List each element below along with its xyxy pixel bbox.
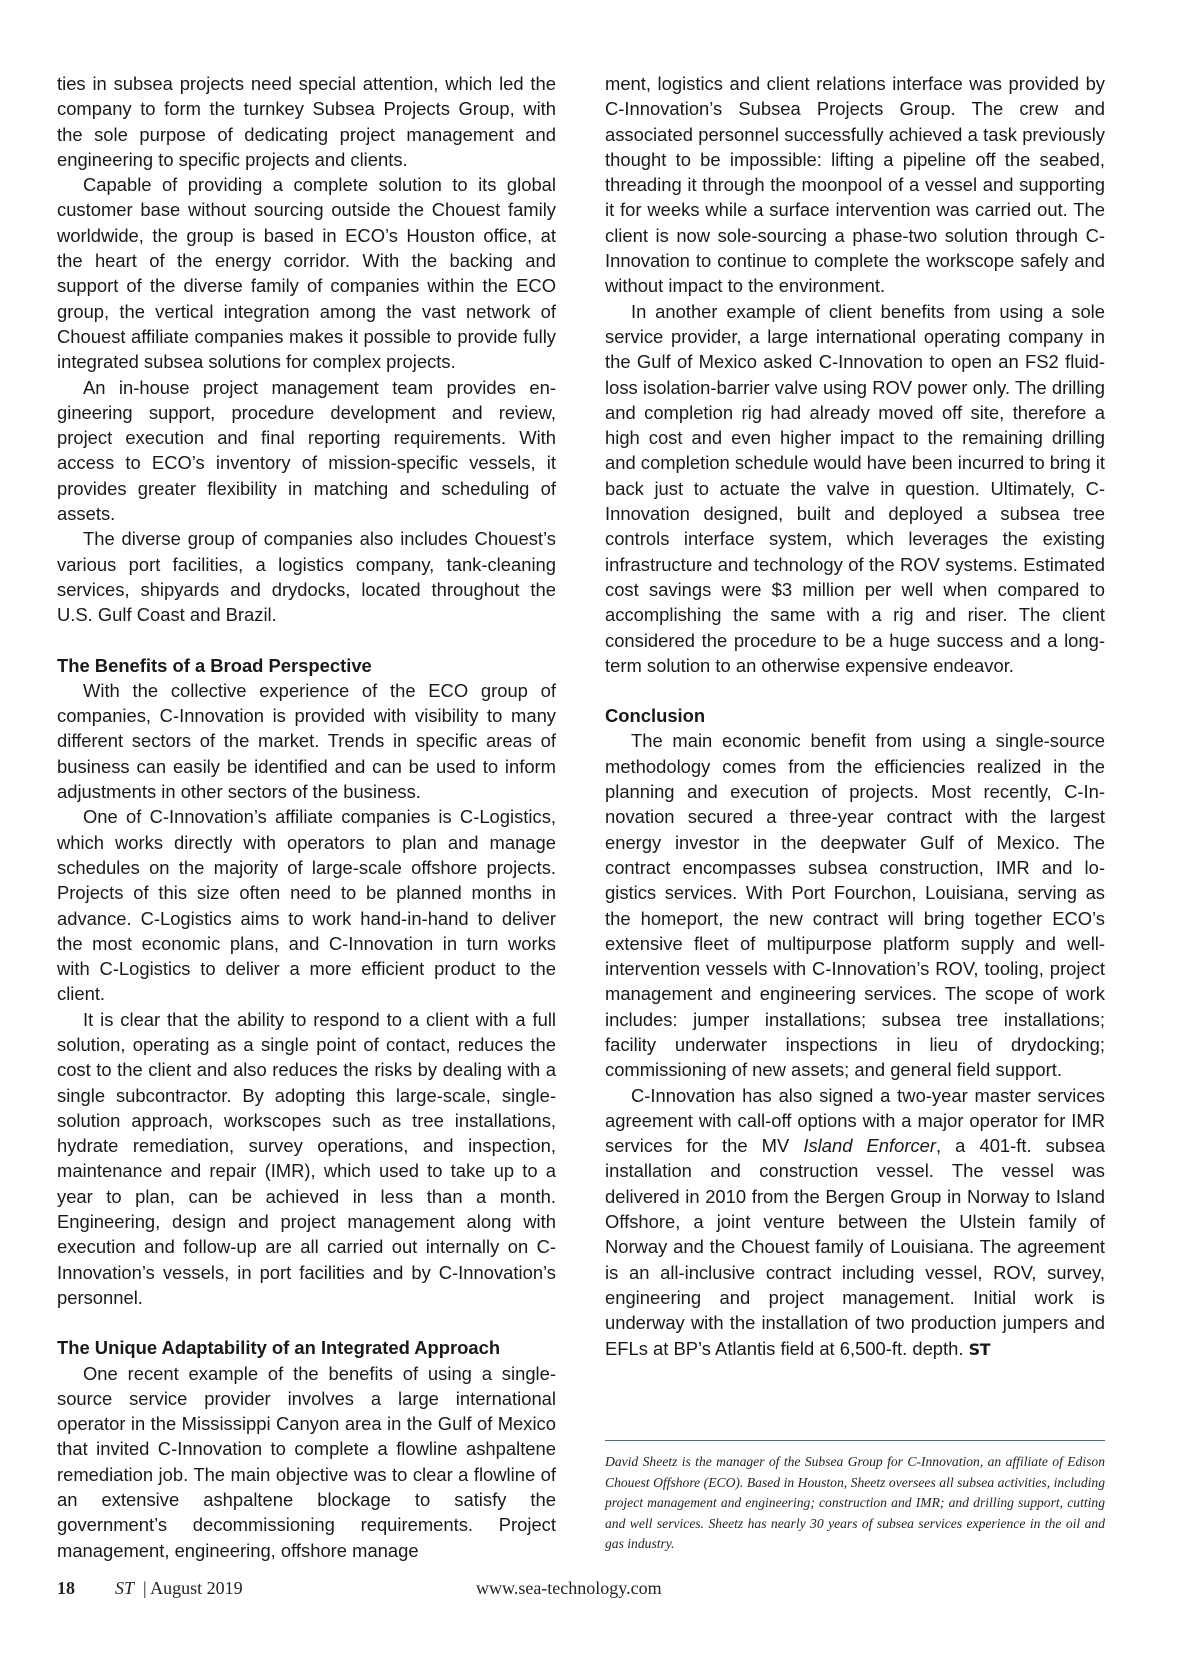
paragraph: In another example of client benefits from using a sole service provider, a large international operating company in the Gulf of Mexico asked C-Innovation to open an FS2 fluid-loss isolation-barrier valve using ROV power only. The drilling and completion rig had already moved off site, therefore a high cost and even higher impact to the remaining drilling and completion schedule would have been incurred to bring it back just to actuate the valve in question. Ultimately, C-Innovation designed, built and deployed a subsea tree controls interface system, which leverages the existing infrastructure and technology of the ROV systems. Estimated cost savings were $3 million per well when compared to accomplishing the same with a rig and riser. The client considered the procedure to be a huge success and a long-term solution to an otherwise expensive endeavor.	[605, 300, 1105, 676]
paragraph: One of C-Innovation’s affiliate companies is C-Logistics, which works directly with operators to plan and manage schedules on the majority of large-scale offshore projects. Projects of this size often need to be planned months in advance. C-Logistics aims to work hand-in-hand to deliver the most economic plans, and C-Innovation in turn works with C-Logistics to deliver a more efficient product to the client.	[57, 806, 556, 1005]
vessel-name: Island Enforcer	[803, 1135, 936, 1157]
issue-date: | August 2019	[143, 1578, 243, 1598]
paragraph-text: , a 401-ft. subsea installation and construction vessel. The vessel was delivered in 2010 from the Bergen Group in Norway to Island Offshore, a joint venture between the Ulstein family of Norway and the Chouest family of Louisiana. The agreement is an all-inclusive contract including vessel, ROV, survey, engineering and project management. Initial work is underway with the installation of two production jumpers and EFLs at BP’s Atlantis field at 6,500-ft. depth.	[605, 1135, 1105, 1359]
left-column	[57, 71, 556, 1563]
paragraph: ment, logistics and client relations interface was provided by C-Innovation’s Subsea Projects Group. The crew and associated personnel successfully achieved a task previously thought to be impossible: lifting a pipeline off the seabed, threading it through the moonpool of a vessel and supporting it for weeks while a surface intervention was carried out. The client is now sole-sourcing a phase-two solution through C-Innovation to continue to complete the workscope safely and without impact to the environment.	[605, 73, 1105, 297]
paragraph: An in-house project management team provides engineering support, procedure development and review, project execution and final reporting requirements. With access to ECO’s inventory of mission-specific vessels, it provides greater flexibility in matching and scheduling of assets.	[57, 376, 556, 525]
paragraph: ties in subsea projects need special attention, which led the company to form the turnkey Subsea Projects Group, with the sole purpose of dedicating project management and engineering to specific projects and clients.	[57, 73, 556, 170]
paragraph: Capable of providing a complete solution to its global customer base without sourcing outside the Chouest family worldwide, the group is based in ECO’s Houston office, at the heart of the energy corridor. With the backing and support of the diverse family of companies within the ECO group, the vertical integration among the vast network of Chouest affiliate companies makes it possible to provide fully integrated subsea solutions for complex projects.	[57, 174, 556, 373]
paragraph: The main economic benefit from using a single-source methodology comes from the efficiencies realized in the planning and execution of projects. Most recently, C-Innovation secured a three-year contract with the largest energy investor in the deepwater Gulf of Mexico. The contract encompasses subsea construction, IMR and logistics services. With Port Fourchon, Louisiana, serving as the homeport, the new contract will bring together ECO’s extensive fleet of multipurpose platform supply and well-intervention vessels with C-Innovation’s ROV, tooling, project management and engineering services. The scope of work includes: jumper installations; subsea tree installations; facility underwater inspections in lieu of drydocking; commissioning of new assets; and general field support.	[605, 730, 1105, 1081]
website-link[interactable]: www.sea-technology.com	[476, 1578, 662, 1598]
end-mark: ST	[968, 1339, 991, 1359]
paragraph: One recent example of the benefits of using a single-source service provider involves a large international operator in the Mississippi Canyon area in the Gulf of Mexico that invited C-Innovation to complete a flowline ashpaltene remediation job. The main objective was to clear a flowline of an extensive ashpaltene blockage to satisfy the government’s decommissioning requirements. Project management, engineering, offshore manage	[57, 1362, 556, 1561]
section-gap	[57, 1310, 556, 1335]
page-number: 18	[57, 1578, 75, 1598]
paragraph: It is clear that the ability to respond to a client with a full solution, operating as a single point of contact, reduces the cost to the client and also reduces the risks by dealing with a single subcontractor. By adopting this large-scale, single-solution approach, workscopes such as tree installations, hydrate remediation, survey operations, and inspection, maintenance and repair (IMR), which used to take up to a year to plan, can be achieved in less than a month. Engineering, design and project management along with execution and follow-up are all carried out internally on C-Innovation’s vessels, in port facilities and by C-Innovation’s personnel.	[57, 1008, 556, 1308]
author-bio: David Sheetz is the manager of the Subsea Group for C-Innovation, an affiliate of Edison Chouest Offshore (ECO). Based in Houston, Sheetz oversees all subsea activities, including project management and engineering; construction and IMR; and drilling support, cutting and well services. Sheetz has nearly 30 years of subsea services experience in the oil and gas industry.	[605, 1454, 1105, 1551]
section-heading-benefits: The Benefits of a Broad Perspective	[57, 654, 372, 676]
paragraph-final	[605, 1083, 1105, 1362]
section-heading-adaptability: The Unique Adaptability of an Integrated Approach	[57, 1337, 501, 1359]
paragraph: The diverse group of companies also includes Chouest’s various port facilities, a logistics company, tank-cleaning services, shipyards and drydocks, located throughout the U.S. Gulf Coast and Brazil.	[57, 528, 556, 626]
paragraph: With the collective experience of the ECO group of companies, C-Innovation is provided with visibility to many different sectors of the market. Trends in specific areas of business can easily be identified and can be used to inform adjustments in other sectors of the business.	[57, 679, 556, 803]
bio-divider	[605, 1440, 1105, 1441]
section-gap	[57, 628, 556, 653]
right-column	[605, 71, 1105, 1362]
section-gap	[605, 678, 1105, 703]
paragraph-text: C-Innovation has also signed a two-year master services agreement with call-off options with a major operator for IMR services for the MV	[605, 1084, 1105, 1157]
section-heading-conclusion: Conclusion	[605, 705, 706, 727]
page-footer	[0, 1578, 1200, 1608]
magazine-name: ST	[115, 1578, 135, 1598]
